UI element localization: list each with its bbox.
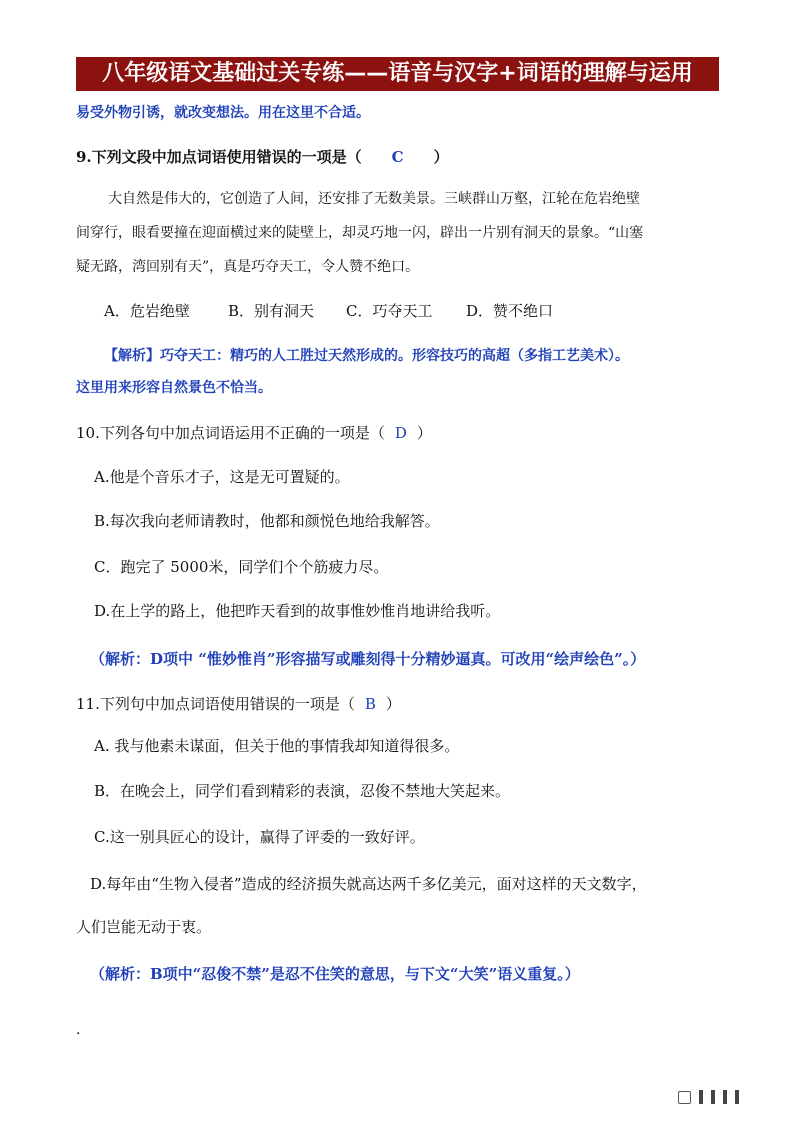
bar-icon-4	[735, 1090, 739, 1104]
q11-option-c: C.这一别具匠心的设计，赢得了评委的一致好评。	[94, 828, 425, 846]
q10-option-a: A.他是个音乐才子，这是无可置疑的。	[94, 468, 350, 486]
question-11	[76, 693, 401, 714]
footer-dot: .	[76, 1022, 81, 1038]
q9-passage-line-1: 大自然是伟大的，它创造了人间，还安排了无数美景。三峡群山万壑，江轮在危岩绝壁	[108, 191, 640, 207]
question-9-close: ）	[433, 148, 449, 166]
question-11-close: ）	[385, 695, 401, 713]
question-10-answer: D	[394, 424, 407, 442]
q11-option-d-cont: 人们岂能无动于衷。	[76, 918, 212, 936]
watermark-icons	[678, 1089, 739, 1108]
q9-analysis-line-2: 这里用来形容自然景色不恰当。	[76, 380, 272, 396]
bar-icon-3	[723, 1090, 727, 1104]
question-9-answer: C	[391, 148, 404, 166]
q11-option-a: A. 我与他素未谋面，但关于他的事情我却知道得很多。	[94, 737, 460, 755]
q11-option-b: B．在晚会上，同学们看到精彩的表演，忍俊不禁地大笑起来。	[94, 782, 511, 800]
question-10	[76, 422, 432, 443]
prev-analysis-note: 易受外物引诱，就改变想法。用在这里不合适。	[76, 105, 370, 121]
q11-option-d: D.每年由“生物入侵者”造成的经济损失就高达两千多亿美元，面对这样的天文数字，	[90, 875, 647, 893]
question-11-stem: 11.下列句中加点词语使用错误的一项是（	[76, 695, 355, 713]
bar-icon-2	[711, 1090, 715, 1104]
q9-analysis-line-1: 【解析】巧夺天工：精巧的人工胜过天然形成的。形容技巧的高超（多指工艺美术）。	[104, 348, 629, 364]
q9-option-a: A．危岩绝壁	[104, 302, 190, 320]
q10-option-b: B.每次我向老师请教时，他都和颜悦色地给我解答。	[94, 512, 440, 530]
q10-option-d: D.在上学的路上，他把昨天看到的故事惟妙惟肖地讲给我听。	[94, 602, 501, 620]
page-title-banner: 八年级语文基础过关专练——语音与汉字+词语的理解与运用	[76, 57, 719, 91]
question-10-close: ）	[416, 424, 432, 442]
square-icon	[678, 1091, 691, 1104]
question-9	[76, 146, 449, 167]
q9-passage-line-3: 疑无路，湾回别有天”，真是巧夺天工，令人赞不绝口。	[76, 259, 420, 275]
bar-icon-1	[699, 1090, 703, 1104]
question-9-stem: 9.下列文段中加点词语使用错误的一项是（	[76, 148, 362, 166]
q9-option-d: D．赞不绝口	[466, 302, 554, 320]
q9-option-c: C．巧夺天工	[346, 302, 433, 320]
q10-option-c: C．跑完了 5000米，同学们个个筋疲力尽。	[94, 558, 389, 576]
q9-option-b: B．别有洞天	[228, 302, 315, 320]
question-10-stem: 10.下列各句中加点词语运用不正确的一项是（	[76, 424, 385, 442]
q11-analysis: （解析：B项中“忍俊不禁”是忍不住笑的意思，与下文“大笑”语义重复。）	[90, 965, 580, 983]
question-11-answer: B	[364, 695, 376, 713]
q9-passage-line-2: 间穿行，眼看要撞在迎面横过来的陡壁上，却灵巧地一闪，辟出一片别有洞天的景象。“山塞	[76, 225, 644, 241]
q10-analysis: （解析：D项中 “惟妙惟肖”形容描写或雕刻得十分精妙逼真。可改用“绘声绘色”。）	[90, 650, 646, 668]
